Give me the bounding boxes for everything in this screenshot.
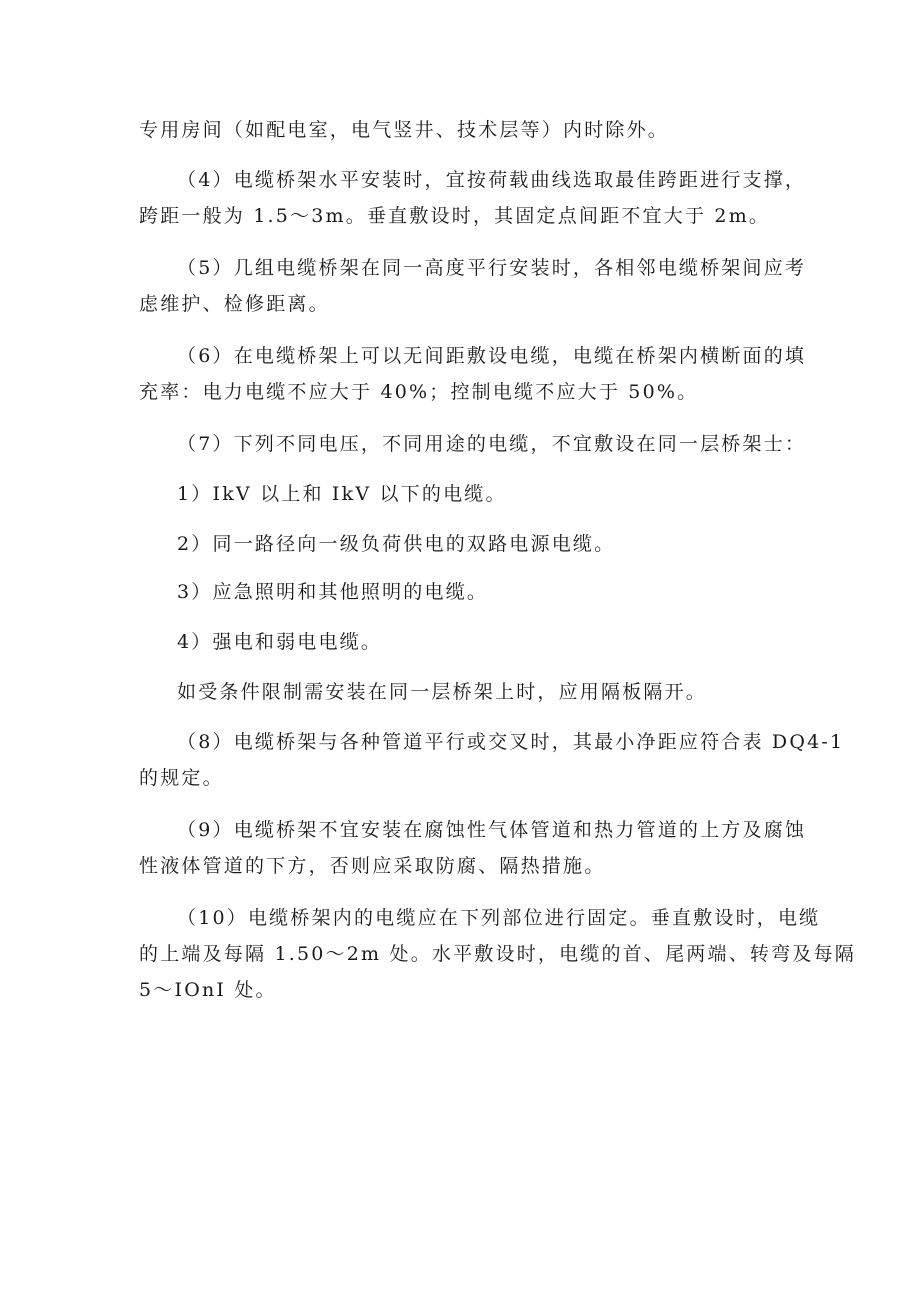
paragraph-9-line-2: 性液体管道的下方，否则应采取防腐、隔热措施。 bbox=[139, 855, 606, 877]
paragraph-7-line-1: （7）下列不同电压，不同用途的电缆，不宜敷设在同一层桥架士： bbox=[177, 433, 807, 455]
paragraph-4-line-1: （4）电缆桥架水平安装时，宜按荷载曲线选取最佳跨距进行支撑， bbox=[177, 169, 807, 191]
paragraph-10-line-2: 的上端及每隔 1.50～2m 处。水平敷设时，电缆的首、尾两端、转弯及每隔 bbox=[139, 943, 856, 965]
text-line: 专用房间（如配电室，电气竖井、技术层等）内时除外。 bbox=[139, 119, 670, 141]
paragraph-8-line-2: 的规定。 bbox=[139, 767, 224, 789]
paragraph-10-line-3: 5～IOnI 处。 bbox=[139, 979, 277, 1001]
list-item-3: 3）应急照明和其他照明的电缆。 bbox=[177, 581, 489, 603]
paragraph-6-line-1: （6）在电缆桥架上可以无间距敷设电缆，电缆在桥架内横断面的填 bbox=[177, 345, 807, 367]
list-item-2: 2）同一路径向一级负荷供电的双路电源电缆。 bbox=[177, 533, 616, 555]
paragraph-10-line-1: （10）电缆桥架内的电缆应在下列部位进行固定。垂直敷设时，电缆 bbox=[177, 907, 821, 929]
paragraph-5-line-1: （5）几组电缆桥架在同一高度平行安装时，各相邻电缆桥架间应考 bbox=[177, 257, 807, 279]
paragraph-6-line-2: 充率：电力电缆不应大于 40%；控制电缆不应大于 50%。 bbox=[139, 381, 699, 403]
paragraph-5-line-2: 虑维护、检修距离。 bbox=[139, 293, 330, 315]
paragraph-9-line-1: （9）电缆桥架不宜安装在腐蚀性气体管道和热力管道的上方及腐蚀 bbox=[177, 819, 807, 841]
note-line: 如受条件限制需安装在同一层桥架上时，应用隔板隔开。 bbox=[177, 681, 708, 703]
list-item-4: 4）强电和弱电电缆。 bbox=[177, 631, 383, 653]
paragraph-4-line-2: 跨距一般为 1.5～3m。垂直敷设时，其固定点间距不宜大于 2m。 bbox=[139, 205, 771, 227]
list-item-1: 1）IkV 以上和 IkV 以下的电缆。 bbox=[177, 483, 507, 505]
paragraph-8-line-1: （8）电缆桥架与各种管道平行或交叉时，其最小净距应符合表 DQ4-1 bbox=[177, 731, 845, 753]
